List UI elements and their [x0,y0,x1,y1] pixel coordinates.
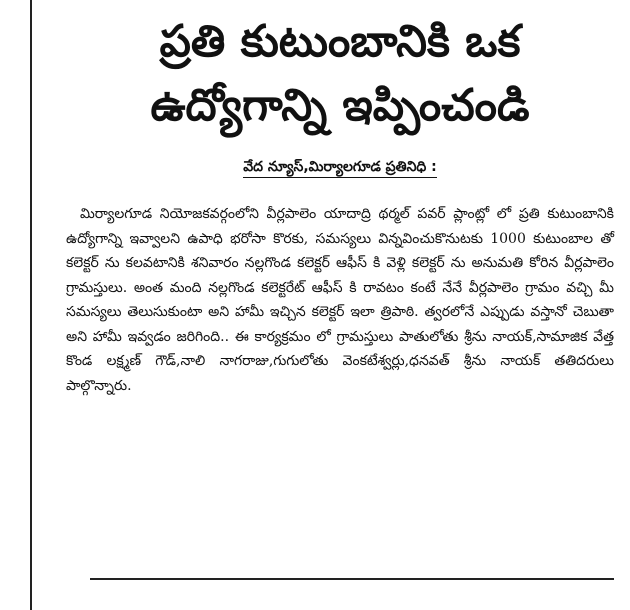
byline-container [66,156,614,178]
headline [66,10,614,138]
headline-line-1: ప్రతి కుటుంబానికి ఒక [159,16,521,67]
article-end-rule [90,578,614,580]
article-body: మిర్యాలగూడ నియోజకవర్గంలోని వీర్లపాలెం యాదాద్రి థర్మల్ పవర్ ప్లాంట్లో లో ప్రతి కుటుంబానికి ఉద్యోగాన్ని ఇవ్వాలని ఉపాధి భరోసా కొరకు, సమస్యలు విన్నవించుకొనుటకు 1000 కుటుంబాల తో కలెక్టర్ ను కలవటానికి శనివారం నల్లగొండ కలెక్టర్ ఆఫీస్ కి వెళ్లి కలెక్టర్ ను అనుమతి కోరిన వీర్లపాలెం గ్రామస్తులు. అంత మంది నల్లగొండ కలెక్టరేట్ ఆఫీస్ కి రావటం కంటే నేనే వీర్లపాలెం గ్రామం వచ్చి మీ సమస్యలు తెలుసుకుంటా అని హామీ ఇచ్చిన కలెక్టర్ ఇలా త్రిపాఠి. త్వరలోనే ఎప్పుడు వస్తానో చెబుతా అని హామీ ఇవ్వడం జరిగింది.. ఈ కార్యక్రమం లో గ్రామస్తులు పాతులోతు శ్రీను నాయక్,సామాజిక వేత్త కొండ లక్ష్మణ్ గౌడ్,నాలి నాగరాజు,గుగులోతు వెంకటేశ్వర్లు,ధనవత్ శ్రీను నాయక్ తతిదరులు పాల్గొన్నారు. [66,206,614,394]
byline: వేద న్యూస్,మిర్యాలగూడ ప్రతినిధి : [243,158,437,178]
headline-line-2: ఉద్యోగాన్ని ఇప్పించండి [150,80,530,131]
left-column-rule [30,0,32,610]
news-article [66,10,614,412]
